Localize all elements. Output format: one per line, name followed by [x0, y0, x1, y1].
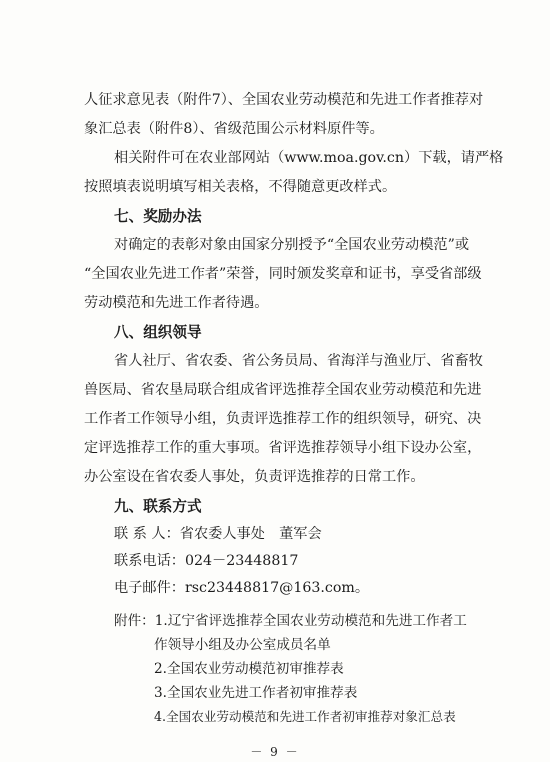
paragraph-line: 兽医局、省农垦局联合组成省评选推荐全国农业劳动模范和先进 [84, 382, 482, 398]
contact-email: 电子邮件：rsc23448817@163.com。 [114, 580, 370, 596]
paragraph-line: 人征求意见表（附件7）、全国农业劳动模范和先进工作者推荐对 [84, 92, 484, 108]
page-number: － 9 － [250, 745, 300, 759]
paragraph-line: 定评选推荐工作的重大事项。省评选推荐领导小组下设办公室， [84, 440, 482, 456]
section-heading-contact: 九、联系方式 [114, 498, 202, 515]
paragraph-line: 对确定的表彰对象由国家分别授予“全国农业劳动模范”或 [114, 237, 470, 253]
paragraph-line: 劳动模范和先进工作者待遇。 [84, 295, 269, 311]
contact-person: 联 系 人：省农委人事处 董军会 [114, 526, 322, 542]
attachment-item-1-cont: 作领导小组及办公室成员名单 [154, 637, 331, 653]
attachment-item-2: 2.全国农业劳动模范初审推荐表 [154, 661, 344, 677]
section-heading-reward: 七、奖励办法 [114, 208, 202, 225]
paragraph-line: 相关附件可在农业部网站（www.moa.gov.cn）下载，请严格 [114, 150, 504, 166]
attachment-item-4: 4.全国农业劳动模范和先进工作者初审推荐对象汇总表 [154, 709, 456, 724]
contact-phone: 联系电话：024－23448817 [114, 553, 299, 569]
paragraph-line: 按照填表说明填写相关表格，不得随意更改样式。 [84, 179, 397, 195]
attachment-item-3: 3.全国农业先进工作者初审推荐表 [154, 685, 358, 701]
attachment-item-1: 附件：1.辽宁省评选推荐全国农业劳动模范和先进工作者工 [114, 613, 467, 629]
paragraph-line: 办公室设在省农委人事处，负责评选推荐的日常工作。 [84, 469, 425, 485]
paragraph-line: “全国农业先进工作者”荣誉，同时颁发奖章和证书，享受省部级 [84, 266, 482, 282]
section-heading-organization: 八、组织领导 [114, 324, 202, 341]
paragraph-line: 省人社厅、省农委、省公务员局、省海洋与渔业厅、省畜牧 [114, 353, 483, 369]
paragraph-line: 工作者工作领导小组，负责评选推荐工作的组织领导，研究、决 [84, 411, 482, 427]
paragraph-line: 象汇总表（附件8）、省级范围公示材料原件等。 [84, 121, 384, 137]
